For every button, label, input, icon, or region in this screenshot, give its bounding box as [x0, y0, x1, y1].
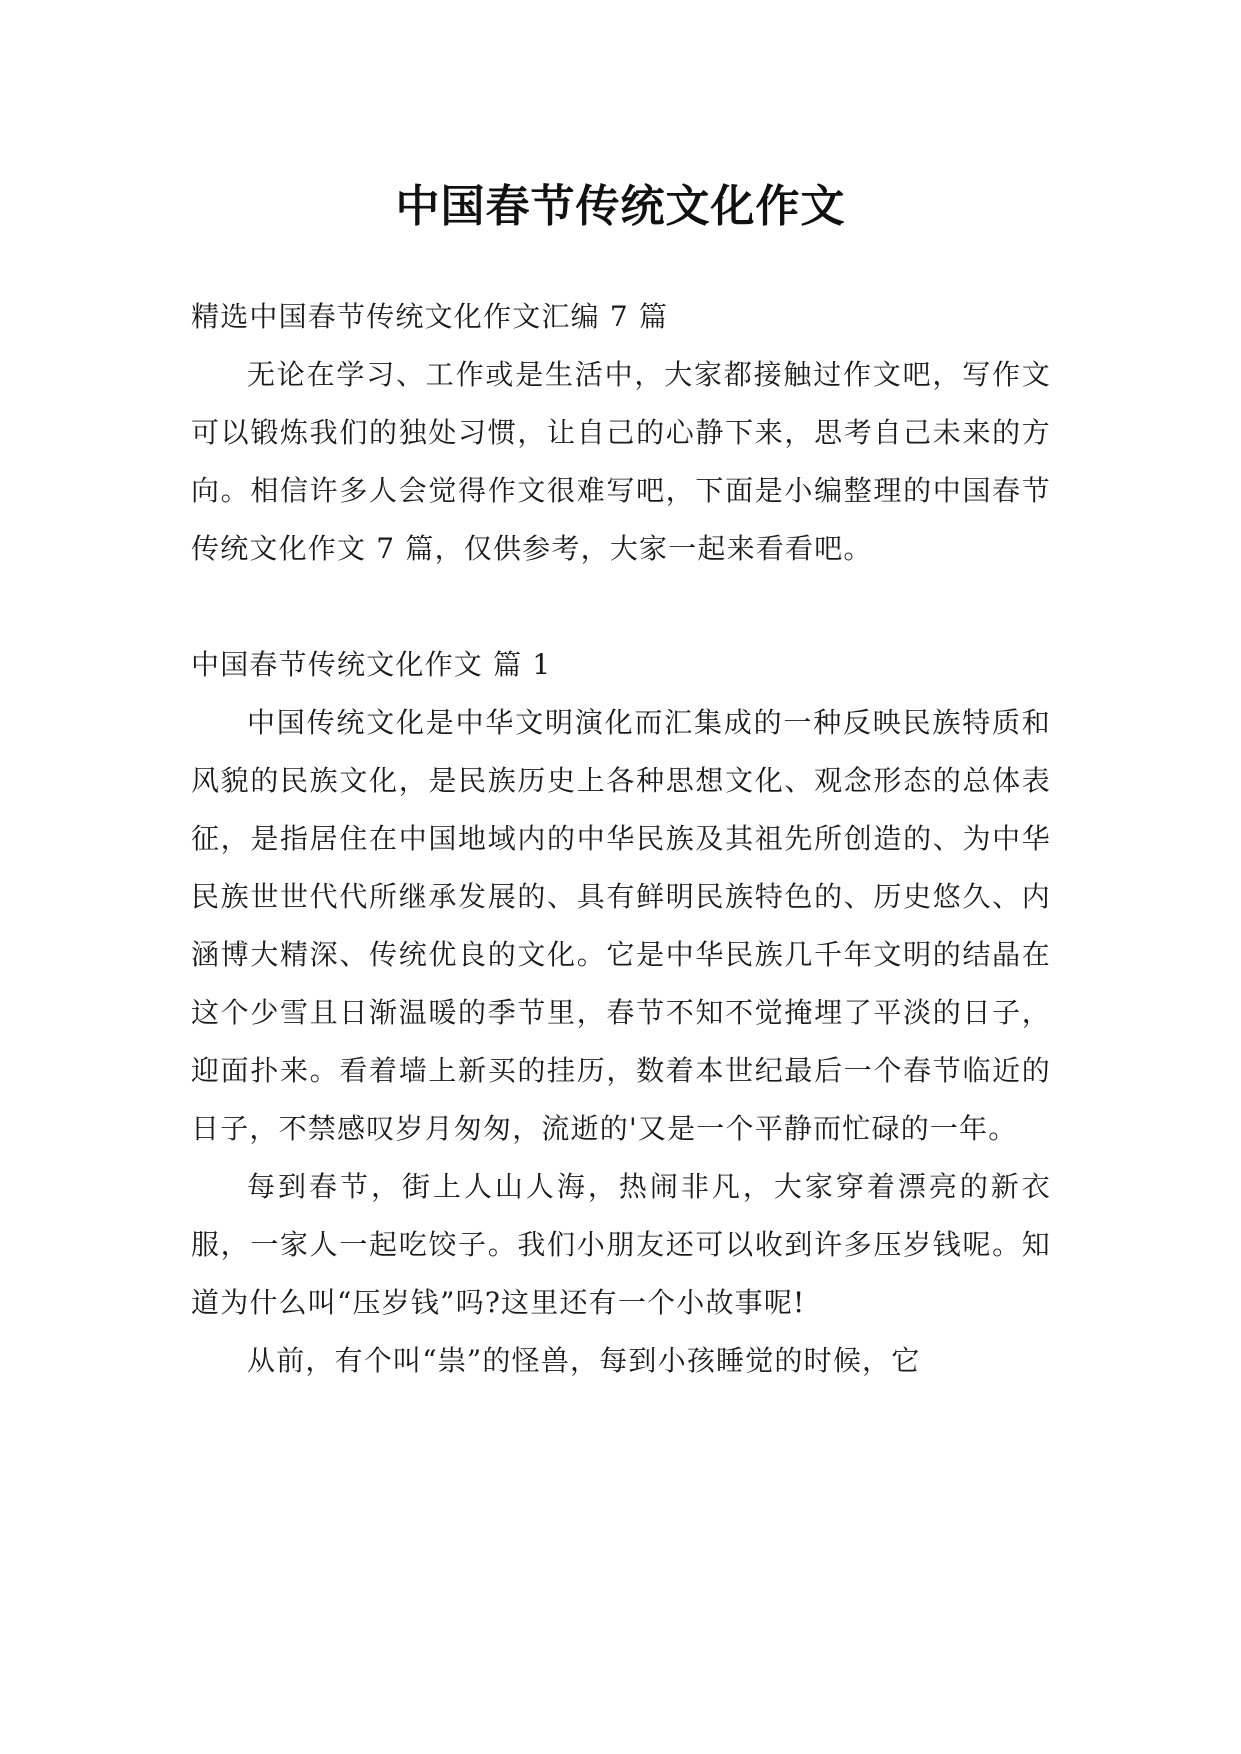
document-body: [191, 288, 1051, 1390]
document-subtitle: 精选中国春节传统文化作文汇编 7 篇: [191, 300, 669, 333]
body-paragraph-1: 中国传统文化是中华文明演化而汇集成的一种反映民族特质和风貌的民族文化，是民族历史上各种思想文化、观念形态的总体表征，是指居住在中国地域内的中华民族及其祖先所创造的、为中华民族世世代代所继承发展的、具有鲜明民族特色的、历史悠久、内涵博大精深、传统优良的文化。它是中华民族几千年文明的结晶在这个少雪且日渐温暖的季节里，春节不知不觉掩埋了平淡的日子，迎面扑来。看着墙上新买的挂历，数着本世纪最后一个春节临近的日子，不禁感叹岁月匆匆，流逝的'又是一个平静而忙碌的一年。: [191, 706, 1051, 1145]
document-title: 中国春节传统文化作文: [395, 181, 846, 233]
body-paragraph-3: 从前，有个叫“祟”的怪兽，每到小孩睡觉的时候，它: [247, 1344, 921, 1377]
intro-paragraph: 无论在学习、工作或是生活中，大家都接触过作文吧，写作文可以锻炼我们的独处习惯，让自己的心静下来，思考自己未来的方向。相信许多人会觉得作文很难写吧，下面是小编整理的中国春节传统文化作文 7 篇，仅供参考，大家一起来看看吧。: [191, 358, 1051, 565]
body-paragraph-2: 每到春节，街上人山人海，热闹非凡，大家穿着漂亮的新衣服，一家人一起吃饺子。我们小朋友还可以收到许多压岁钱呢。知道为什么叫“压岁钱”吗?这里还有一个小故事呢!: [191, 1170, 1051, 1319]
section-heading: 中国春节传统文化作文 篇 1: [191, 648, 552, 681]
